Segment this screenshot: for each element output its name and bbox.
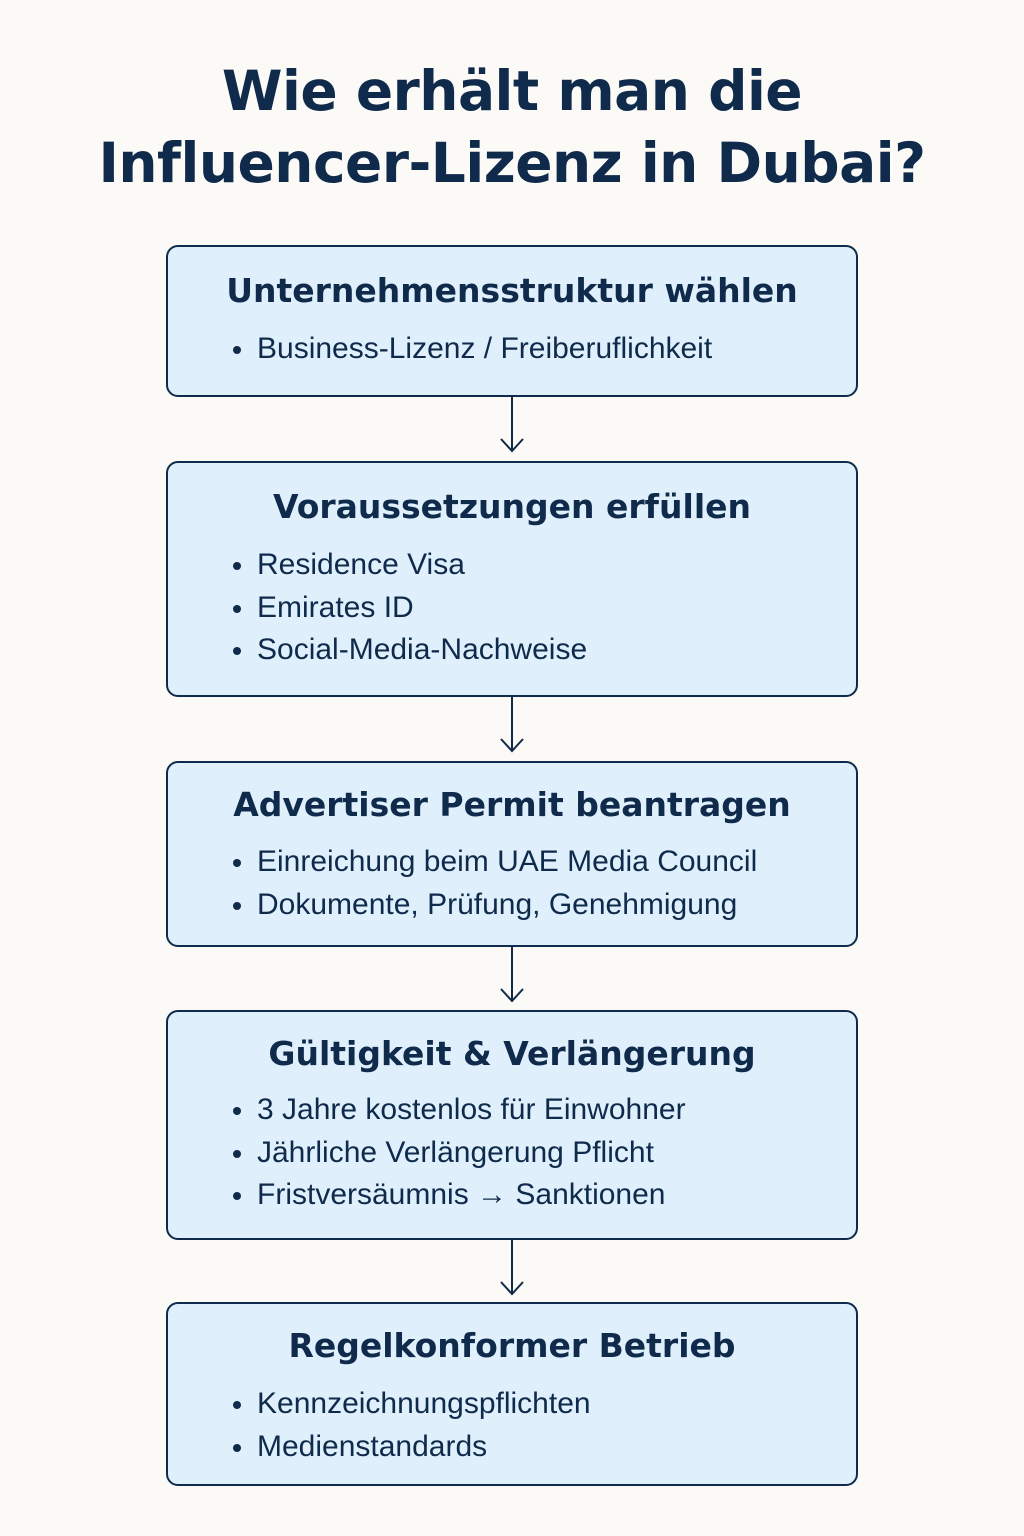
step-box-2 (166, 461, 858, 697)
step-title: Voraussetzungen erfüllen (272, 487, 752, 526)
bullet-item: Emirates ID (230, 587, 587, 630)
title-line-1: Wie erhält man die (221, 59, 803, 123)
bullet-item: Fristversäumnis → Sanktionen (230, 1174, 686, 1217)
step-box-1 (166, 245, 858, 397)
arrow-down-icon (500, 1240, 524, 1304)
bullet-item: Einreichung beim UAE Media Council (230, 841, 757, 884)
bullet-list (230, 328, 712, 371)
bullet-item: Kennzeichnungspflichten (230, 1383, 591, 1426)
bullet-item: Jährliche Verlängerung Pflicht (230, 1132, 686, 1175)
bullet-list (230, 1383, 591, 1468)
arrow-down-icon (500, 397, 524, 461)
bullet-list (230, 841, 757, 926)
bullet-item: Business-Lizenz / Freiberuflichkeit (230, 328, 712, 371)
bullet-item: Residence Visa (230, 544, 587, 587)
step-title: Advertiser Permit beantragen (233, 785, 791, 824)
page-title (0, 55, 1024, 199)
arrow-down-icon (500, 697, 524, 761)
step-box-4 (166, 1010, 858, 1240)
step-box-5 (166, 1302, 858, 1486)
title-line-2: Influencer-Lizenz in Dubai? (98, 131, 926, 195)
step-title: Unternehmensstruktur wählen (226, 271, 798, 310)
step-box-3 (166, 761, 858, 947)
bullet-list (230, 544, 587, 672)
step-title: Gültigkeit & Verlängerung (268, 1034, 756, 1073)
bullet-list (230, 1089, 686, 1217)
bullet-item: Dokumente, Prüfung, Genehmigung (230, 884, 757, 927)
bullet-item: 3 Jahre kostenlos für Einwohner (230, 1089, 686, 1132)
bullet-item: Social-Media-Nachweise (230, 629, 587, 672)
bullet-item: Medienstandards (230, 1426, 591, 1469)
step-title: Regelkonformer Betrieb (288, 1326, 736, 1365)
arrow-down-icon (500, 947, 524, 1011)
